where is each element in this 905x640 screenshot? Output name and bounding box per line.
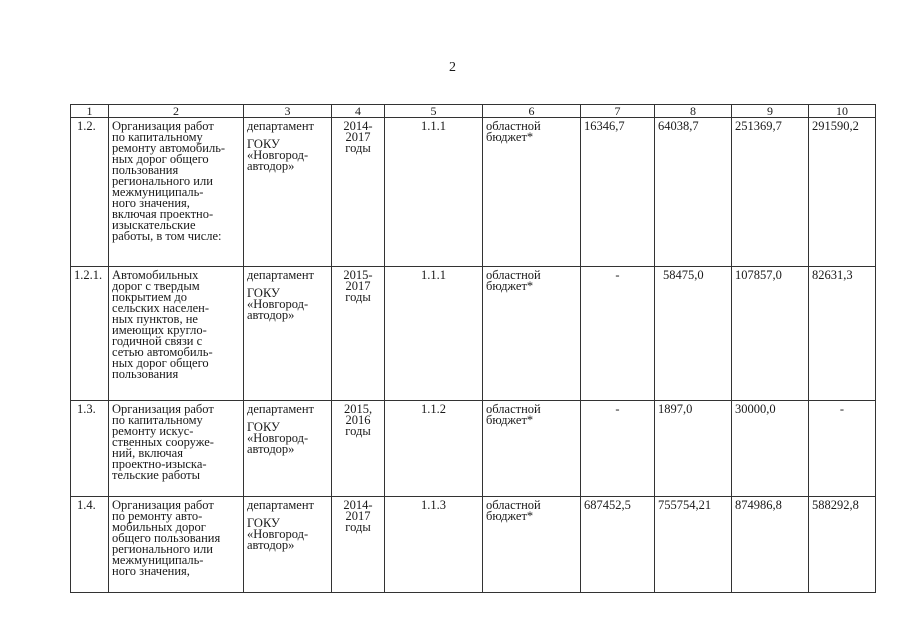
table-row <box>71 118 876 267</box>
row-source: областной бюджет* <box>483 267 581 401</box>
row-value-8: 1897,0 <box>655 401 732 497</box>
column-header: 4 <box>332 105 385 118</box>
row-source: областной бюджет* <box>483 401 581 497</box>
column-header: 7 <box>581 105 655 118</box>
row-number: 1.2.1. <box>71 267 109 401</box>
row-period: 2015- 2017 годы <box>332 267 385 401</box>
row-number: 1.3. <box>71 401 109 497</box>
header-row <box>71 105 876 118</box>
row-code: 1.1.1 <box>385 118 483 267</box>
page-number: 2 <box>449 60 456 75</box>
row-number: 1.4. <box>71 497 109 593</box>
row-value-8: 58475,0 <box>655 267 732 401</box>
row-description: Организация работ по капитальному ремонту автомобиль- ных дорог общего пользования регионального или межмуниципаль- ного значения, включая проектно- изыскательские работы, в том числе: <box>109 118 244 267</box>
row-value-7: - <box>581 401 655 497</box>
column-header: 8 <box>655 105 732 118</box>
row-value-7: 16346,7 <box>581 118 655 267</box>
row-value-10: - <box>809 401 876 497</box>
column-header: 6 <box>483 105 581 118</box>
table-row <box>71 497 876 593</box>
program-table <box>70 104 876 593</box>
table-row <box>71 401 876 497</box>
column-header: 3 <box>244 105 332 118</box>
row-value-10: 588292,8 <box>809 497 876 593</box>
row-value-8: 64038,7 <box>655 118 732 267</box>
row-department: департамент ГОКУ «Новгород- автодор» <box>244 267 332 401</box>
row-description: Организация работ по ремонту авто- мобильных дорог общего пользования регионального или межмуниципаль- ного значения, <box>109 497 244 593</box>
column-header: 2 <box>109 105 244 118</box>
column-header: 5 <box>385 105 483 118</box>
column-header: 1 <box>71 105 109 118</box>
row-value-10: 82631,3 <box>809 267 876 401</box>
row-value-9: 251369,7 <box>732 118 809 267</box>
row-description: Организация работ по капитальному ремонту искус- ственных сооруже- ний, включая проектно-изыска- тельские работы <box>109 401 244 497</box>
row-period: 2014- 2017 годы <box>332 118 385 267</box>
row-value-9: 30000,0 <box>732 401 809 497</box>
row-value-8: 755754,21 <box>655 497 732 593</box>
row-value-9: 874986,8 <box>732 497 809 593</box>
table-row <box>71 267 876 401</box>
row-department: департамент ГОКУ «Новгород- автодор» <box>244 118 332 267</box>
row-number: 1.2. <box>71 118 109 267</box>
row-period: 2015, 2016 годы <box>332 401 385 497</box>
row-department: департамент ГОКУ «Новгород- автодор» <box>244 401 332 497</box>
row-source: областной бюджет* <box>483 497 581 593</box>
column-header: 10 <box>809 105 876 118</box>
row-code: 1.1.1 <box>385 267 483 401</box>
row-value-10: 291590,2 <box>809 118 876 267</box>
row-department: департамент ГОКУ «Новгород- автодор» <box>244 497 332 593</box>
row-period: 2014- 2017 годы <box>332 497 385 593</box>
row-code: 1.1.2 <box>385 401 483 497</box>
row-source: областной бюджет* <box>483 118 581 267</box>
row-description: Автомобильных дорог с твердым покрытием до сельских населен- ных пунктов, не имеющих кругло- годичной связи с сетью автомобиль- ных дорог общего пользования <box>109 267 244 401</box>
row-value-7: 687452,5 <box>581 497 655 593</box>
column-header: 9 <box>732 105 809 118</box>
row-code: 1.1.3 <box>385 497 483 593</box>
row-value-9: 107857,0 <box>732 267 809 401</box>
row-value-7: - <box>581 267 655 401</box>
